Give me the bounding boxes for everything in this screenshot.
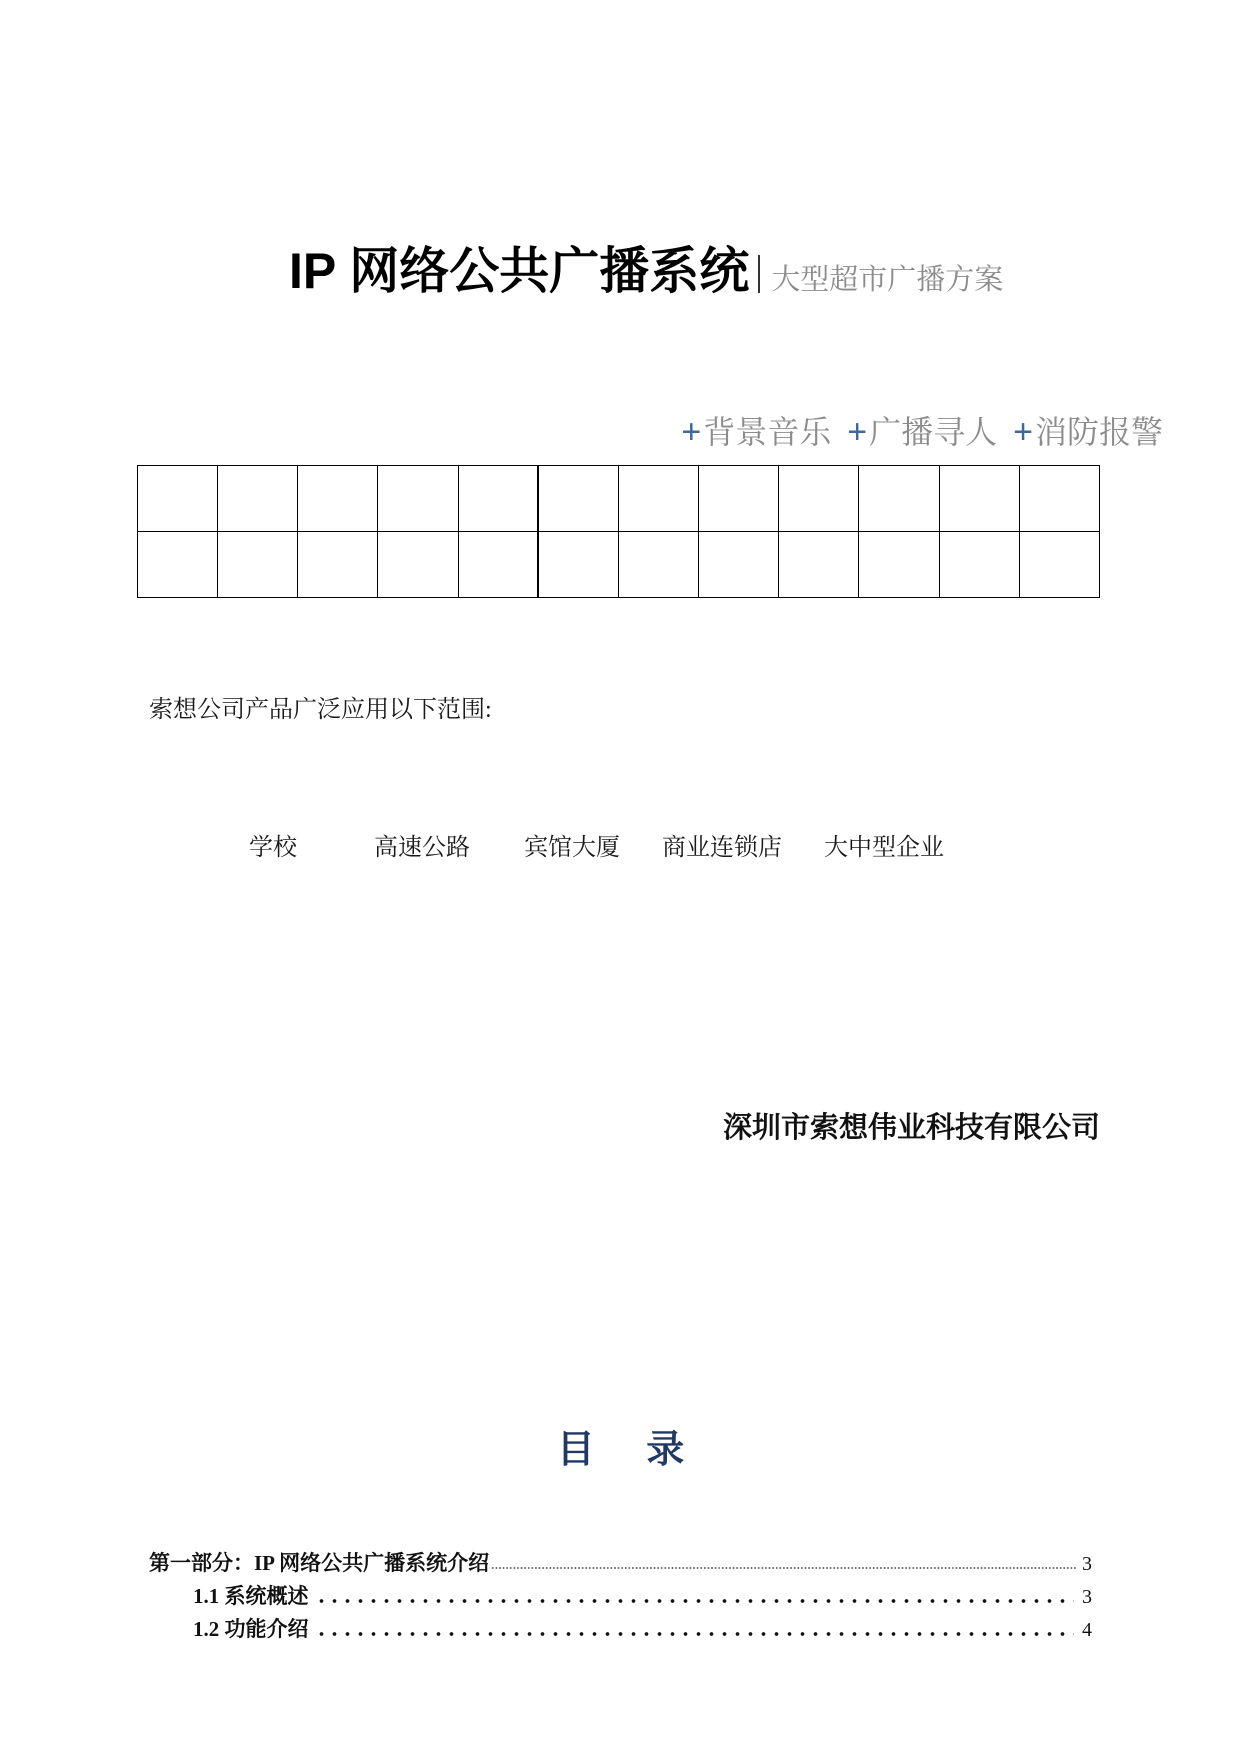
application-item: 宾馆大厦 [524,835,620,861]
grid-cell [618,466,698,532]
feature-tag [847,412,997,452]
grid-cell [699,466,779,532]
feature-tags [681,412,1163,452]
toc-heading: 目 录 [556,1429,685,1471]
grid-cell [1019,532,1099,598]
grid-cell [538,466,618,532]
toc-entry[interactable] [149,1613,1092,1646]
dot-leader [315,1599,1075,1603]
toc-entry-page: 4 [1082,1619,1092,1641]
grid-cell [458,466,538,532]
grid-cell [939,466,1019,532]
grid-cell [779,532,859,598]
grid-cell [298,466,378,532]
feature-label: 背景音乐 [703,414,832,450]
toc-entry-page: 3 [1082,1586,1092,1608]
grid-row [138,532,1100,598]
title-bar [289,243,1004,299]
grid-cell [138,532,218,598]
table-of-contents [149,1547,1092,1646]
grid-cell [699,532,779,598]
grid-cell [538,532,618,598]
grid-cell [218,466,298,532]
grid-cell [939,532,1019,598]
application-item: 大中型企业 [824,835,944,861]
application-item: 商业连锁店 [662,835,782,861]
toc-entry[interactable] [149,1580,1092,1613]
document-subtitle: 大型超市广播方案 [771,264,1004,296]
title-divider [758,255,760,293]
toc-entry-label: 1.2 功能介绍 [193,1617,309,1641]
application-intro: 索想公司产品广泛应用以下范围: [149,697,492,723]
toc-entry-label: 1.1 系统概述 [193,1584,309,1608]
grid-cell [458,532,538,598]
company-name: 深圳市索想伟业科技有限公司 [722,1112,1100,1144]
grid-cell [298,532,378,598]
blank-grid-table [137,465,1100,598]
grid-row [138,466,1100,532]
grid-cell [138,466,218,532]
feature-tag [681,412,831,452]
grid-cell [779,466,859,532]
feature-label: 消防报警 [1034,414,1163,450]
feature-label: 广播寻人 [869,414,998,450]
grid-cell [218,532,298,598]
plus-icon: + [847,413,868,451]
grid-cell [618,532,698,598]
grid-cell [859,532,939,598]
plus-icon: + [1013,413,1033,451]
toc-entry-label: 第一部分：IP 网络公共广播系统介绍 [149,1551,490,1575]
grid-cell [859,466,939,532]
grid-body [138,466,1100,598]
dot-leader [491,1566,1077,1570]
grid-cell [378,466,458,532]
feature-tag [1013,412,1163,452]
toc-entry-page: 3 [1082,1553,1092,1575]
grid-cell [378,532,458,598]
application-item: 学校 [249,835,297,861]
document-title: IP 网络公共广播系统 [289,243,750,299]
dot-leader [315,1632,1075,1636]
toc-entry[interactable] [149,1547,1092,1580]
plus-icon: + [681,413,702,451]
application-item: 高速公路 [374,835,470,861]
grid-cell [1019,466,1099,532]
